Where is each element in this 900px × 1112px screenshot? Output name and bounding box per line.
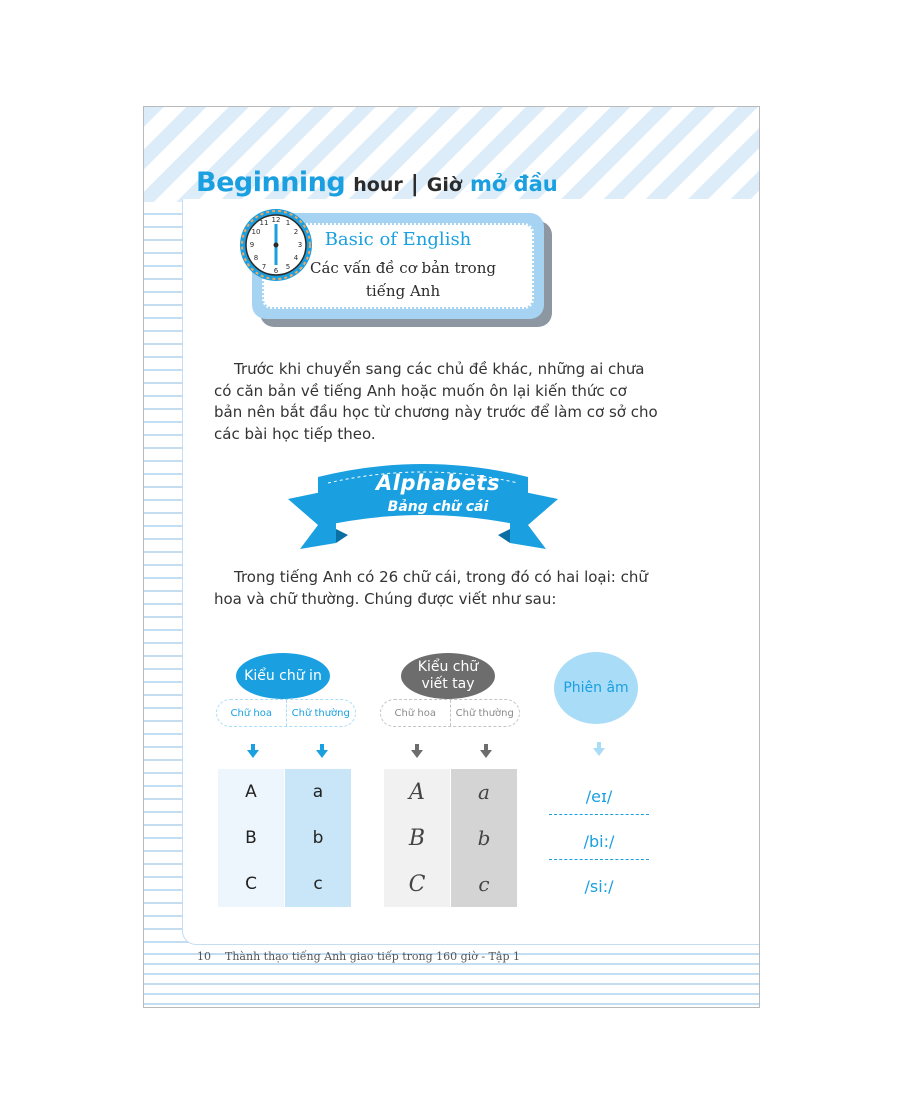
arrow-down-icon bbox=[480, 750, 492, 758]
svg-text:11: 11 bbox=[259, 219, 269, 227]
script-lower-column bbox=[451, 769, 517, 907]
phonetic-value: /bi:/ bbox=[583, 832, 615, 851]
arrow-down-icon bbox=[247, 750, 259, 758]
svg-text:2: 2 bbox=[293, 228, 299, 236]
print-upper-letter: A bbox=[245, 782, 257, 802]
script-lower-letter: b bbox=[477, 826, 491, 850]
script-upper-letter: C bbox=[408, 871, 426, 897]
print-lower-label: Chữ thường bbox=[286, 700, 356, 726]
print-upper-column bbox=[218, 769, 284, 907]
chapter-header bbox=[196, 167, 558, 203]
page-footer bbox=[197, 950, 520, 963]
script-lower-letter: a bbox=[478, 780, 490, 804]
print-lower-column bbox=[285, 769, 351, 907]
clock-icon bbox=[238, 207, 314, 283]
svg-text:7: 7 bbox=[261, 263, 267, 271]
svg-text:3: 3 bbox=[297, 241, 303, 249]
script-style-text: Kiểu chữ viết tay bbox=[417, 659, 479, 692]
topic-title: Basic of English bbox=[324, 229, 472, 250]
svg-text:1: 1 bbox=[285, 219, 291, 227]
page-number: 10 bbox=[197, 950, 211, 963]
svg-text:8: 8 bbox=[253, 254, 259, 262]
ribbon-title: Alphabets bbox=[376, 471, 500, 495]
ribbon-subtitle: Bảng chữ cái bbox=[387, 499, 489, 515]
script-upper-label: Chữ hoa bbox=[394, 707, 436, 719]
script-upper-column bbox=[384, 769, 450, 907]
svg-text:5: 5 bbox=[285, 263, 291, 271]
script-upper-letter: A bbox=[409, 779, 425, 805]
print-lower-letter: c bbox=[313, 874, 323, 894]
header-title-hour: hour bbox=[353, 174, 403, 196]
svg-text:12: 12 bbox=[271, 216, 281, 224]
phonetic-divider bbox=[549, 814, 649, 815]
header-title-vi-1: Giờ bbox=[426, 174, 462, 196]
svg-text:10: 10 bbox=[251, 228, 261, 236]
arrow-down-icon bbox=[411, 750, 423, 758]
print-style-label: Kiểu chữ in bbox=[236, 653, 330, 699]
book-title: Thành thạo tiếng Anh giao tiếp trong 160 giờ - Tập 1 bbox=[225, 950, 520, 963]
script-lower-label: Chữ thường bbox=[450, 700, 520, 726]
script-case-labels bbox=[380, 699, 520, 727]
print-lower-letter: b bbox=[312, 828, 324, 848]
svg-text:6: 6 bbox=[273, 267, 279, 275]
header-separator: | bbox=[410, 172, 419, 197]
svg-text:9: 9 bbox=[249, 241, 255, 249]
intro-paragraph: Trước khi chuyển sang các chủ đề khác, những ai chưa có căn bản về tiếng Anh hoặc muốn ôn lại kiến thức cơ bản nên bắt đầu học từ chương này trước để làm cơ sở cho các bài học tiếp theo. bbox=[214, 360, 658, 443]
header-title-vi-2: mở đầu bbox=[469, 172, 558, 196]
arrow-down-icon bbox=[593, 748, 605, 756]
print-upper-letter: C bbox=[245, 874, 257, 894]
phonetic-value: /eɪ/ bbox=[585, 787, 613, 806]
svg-text:4: 4 bbox=[293, 254, 299, 262]
phonetic-value: /si:/ bbox=[584, 877, 614, 896]
script-lower-letter: c bbox=[478, 872, 490, 896]
print-upper-label: Chữ hoa bbox=[230, 707, 272, 719]
topic-subtitle: Các vấn đề cơ bản trong tiếng Anh bbox=[310, 259, 496, 300]
arrow-down-icon bbox=[316, 750, 328, 758]
header-title-en: Beginning bbox=[196, 167, 346, 198]
print-case-labels bbox=[216, 699, 356, 727]
phonetic-divider bbox=[549, 859, 649, 860]
print-upper-letter: B bbox=[245, 828, 257, 848]
book-page bbox=[143, 106, 760, 1008]
script-style-label bbox=[401, 653, 495, 699]
print-lower-letter: a bbox=[312, 782, 324, 802]
phonetic-label: Phiên âm bbox=[554, 652, 638, 724]
alphabet-paragraph: Trong tiếng Anh có 26 chữ cái, trong đó có hai loại: chữ hoa và chữ thường. Chúng được viết như sau: bbox=[214, 568, 648, 608]
script-upper-letter: B bbox=[408, 825, 426, 851]
